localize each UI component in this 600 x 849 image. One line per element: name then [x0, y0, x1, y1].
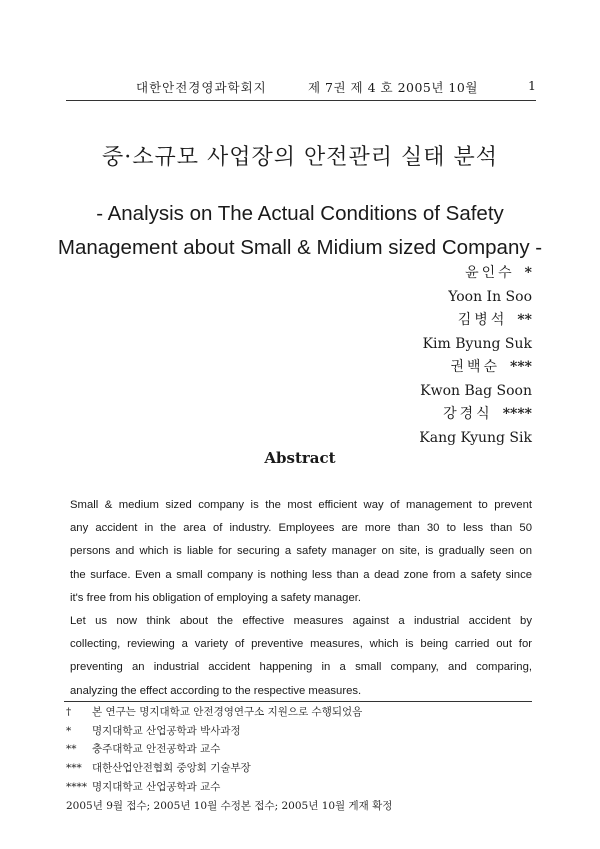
author-english-name: Kwon Bag Soon [420, 382, 532, 399]
footnote-text: 2005년 9월 접수; 2005년 10월 수정본 접수; 2005년 10월 게재 확정 [66, 799, 393, 812]
abstract-line: analyzing the effect according to the respective measures. [70, 684, 362, 697]
author-korean-name: 권백순 [450, 359, 501, 375]
footnote-text: 명지대학교 산업공학과 박사과정 [92, 724, 241, 737]
author-korean-name: 윤인수 [465, 265, 515, 281]
footnote-text: 명지대학교 산업공학과 교수 [92, 780, 221, 793]
header-divider [66, 100, 536, 101]
author-korean [272, 356, 532, 380]
affiliation-mark: *** [510, 359, 532, 375]
abstract-line: it's free from his obligation of employing a safety manager. [70, 591, 362, 604]
running-header [66, 78, 536, 96]
page-number: 1 [528, 78, 536, 93]
footnote [66, 778, 536, 797]
abstract-line: persons and which is liable for securing a safety manager on site, is gradually seen on [70, 545, 532, 558]
footnote-symbol: * [66, 724, 72, 737]
author-english-name: Kang Kyung Sik [419, 429, 532, 446]
footnote-text: 대한산업안전협회 중앙회 기술부장 [92, 762, 251, 775]
footnote-symbol: *** [66, 762, 82, 775]
title-english-line: Management about Small & Midium sized Company - [57, 236, 543, 259]
footnote-divider [64, 701, 532, 702]
footnote [66, 740, 536, 759]
author-korean [272, 403, 532, 427]
footnote-symbol: **** [66, 780, 87, 793]
author-list [272, 262, 532, 450]
abstract-heading: Abstract [264, 449, 336, 467]
abstract-line: preventing an industrial accident happening in a small company, and comparing, [70, 661, 532, 674]
abstract-body [70, 494, 532, 703]
author-english-name: Kim Byung Suk [422, 335, 532, 352]
author-korean-name: 김병석 [457, 312, 508, 328]
author-english-name: Yoon In Soo [448, 288, 532, 305]
abstract-line: Let us now think about the effective measures against a industrial accident by [70, 615, 532, 628]
footnote-text: 충주대학교 안전공학과 교수 [92, 743, 221, 756]
abstract-line: collecting, reviewing a variety of preventive measures, which is being carried out for [70, 638, 532, 651]
author-korean [272, 309, 532, 333]
title-english-line: - Analysis on The Actual Conditions of Safety [96, 202, 504, 225]
footnote-symbol: ** [66, 743, 77, 756]
abstract-line: the surface. Even a small company is nothing less than a dead zone from a safety since [70, 568, 532, 581]
footnote-symbol: † [66, 706, 72, 718]
journal-name: 대한안전경영과학회지 [136, 80, 267, 95]
title-korean: 중·소규모 사업장의 안전관리 실태 분석 [102, 145, 498, 170]
abstract-line: Small & medium sized company is the most efficient way of management to prevent [70, 499, 532, 511]
affiliation-mark: **** [502, 406, 532, 422]
footnote-dates [66, 797, 536, 816]
author-korean-name: 강경식 [443, 406, 493, 422]
volume-issue: 제 7권 제 4 호 2005년 10월 [308, 80, 478, 95]
footnote [66, 759, 536, 778]
title-english [40, 197, 560, 265]
footnote [66, 703, 536, 722]
footnotes [66, 703, 536, 815]
footnote-text: 본 연구는 명지대학교 안전경영연구소 지원으로 수행되었음 [92, 706, 363, 718]
author-korean [272, 262, 532, 286]
affiliation-mark: * [524, 265, 532, 281]
footnote [66, 722, 536, 741]
affiliation-mark: ** [517, 312, 532, 328]
abstract-line: any accident in the area of industry. Employees are more than 30 to less than 50 [70, 522, 532, 535]
